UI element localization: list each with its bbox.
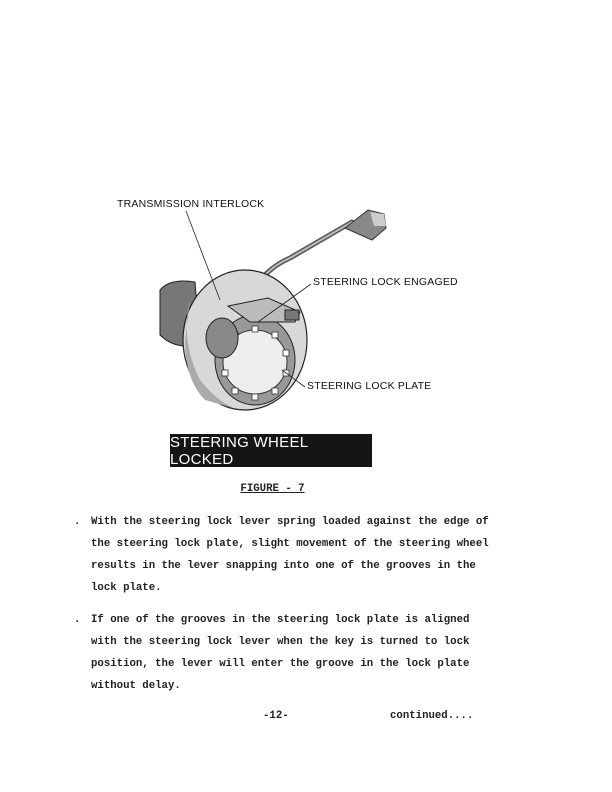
text-line: with the steering lock lever when the key is turned to lock [91,636,470,648]
label-transmission-interlock: TRANSMISSION INTERLOCK [117,198,265,210]
bullet: . [74,516,81,528]
figure-number: FIGURE - 7 [240,483,305,495]
figure-caption-box: STEERING WHEEL LOCKED [170,434,372,467]
label-steering-lock-engaged: STEERING LOCK ENGAGED [313,276,458,288]
text-line: With the steering lock lever spring loaded against the edge of [91,516,489,528]
label-steering-lock-plate: STEERING LOCK PLATE [307,380,432,392]
continued-note: continued.... [390,710,474,722]
page-number: -12- [263,710,289,722]
text-line: without delay. [91,680,181,692]
bullet: . [74,614,81,626]
text-line: lock plate. [91,582,162,594]
text-line: the steering lock plate, slight movement of the steering wheel [91,538,489,550]
text-line: If one of the grooves in the steering lock plate is aligned [91,614,470,626]
text-line: position, the lever will enter the groove in the lock plate [91,658,470,670]
text-line: results in the lever snapping into one of the grooves in the [91,560,476,572]
